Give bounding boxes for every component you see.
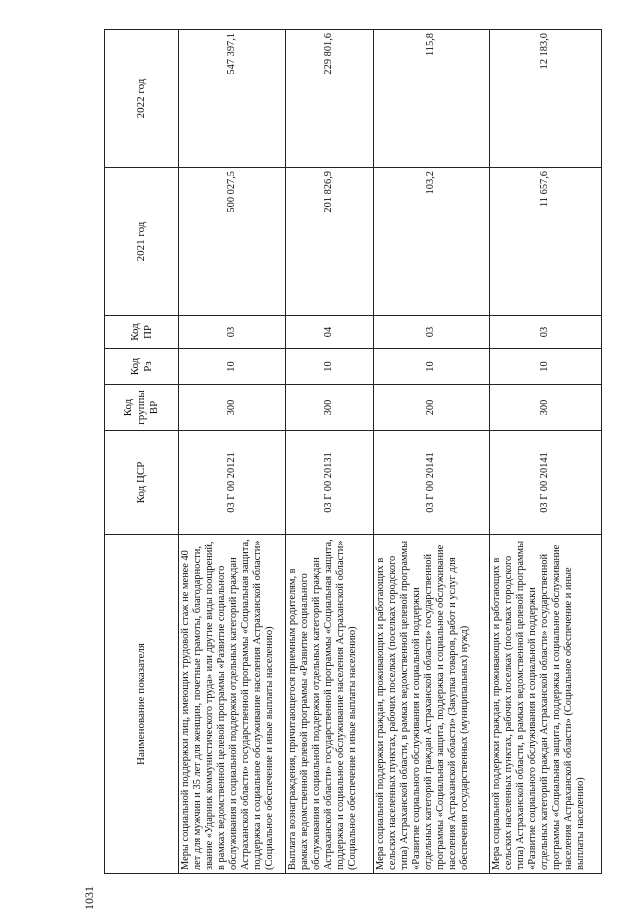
- row-pr: 03: [490, 316, 602, 349]
- header-rz: Код Рз: [105, 349, 179, 385]
- row-vr: 300: [179, 385, 286, 431]
- budget-table: [104, 29, 602, 874]
- table-row: [490, 30, 602, 874]
- row-name: Мера социальной поддержки граждан, проживающих и работающих в сельских населенных пунктах, рабочих поселках (поселках городского типа) Астраханской области, в рамках ведомственной целевой программы «Развитие социального обслуживания и социальной поддержки отдельных категорий граждан Астраханской области» государственной программы «Социальная защита, поддержка и социальное обслуживание населения Астраханской области» (Социальное обеспечение и иные выплаты населению): [490, 535, 602, 874]
- row-pr: 04: [286, 316, 374, 349]
- header-2022: 2022 год: [105, 30, 179, 168]
- row-2022: 12 183,0: [490, 30, 602, 168]
- header-name: Наименование показателя: [105, 535, 179, 874]
- row-csr: 03 Г 00 20141: [374, 431, 490, 535]
- row-name: Меры социальной поддержки лиц, имеющих трудовой стаж не менее 40 лет для мужчин и 35 лет для женщин, почетные грамоты, благодарности, звание «Ударник коммунистического труда» или другие виды поощрений, в рамках ведомственной целевой программы «Развитие социального обслуживания и социальной поддержки отдельных категорий граждан Астраханской области» государственной программы «Социальная защита, поддержка и социальное обслуживание населения Астраханской области» (Социальное обеспечение и иные выплаты населению): [179, 535, 286, 874]
- row-vr: 300: [286, 385, 374, 431]
- row-vr: 300: [490, 385, 602, 431]
- header-vr: Код группы ВР: [105, 385, 179, 431]
- page-number: 1031: [82, 886, 96, 910]
- row-csr: 03 Г 00 20131: [286, 431, 374, 535]
- row-pr: 03: [179, 316, 286, 349]
- row-vr: 200: [374, 385, 490, 431]
- row-2022: 229 801,6: [286, 30, 374, 168]
- table-row: [374, 30, 490, 874]
- table-header-row: [105, 30, 179, 874]
- row-pr: 03: [374, 316, 490, 349]
- row-name: Мера социальной поддержки граждан, проживающих и работающих в сельских населенных пунктах, рабочих поселках (поселках городского типа) Астраханской области, в рамках ведомственной целевой программы «Развитие социального обслуживания и социальной поддержки отдельных категорий граждан Астраханской области» государственной программы «Социальная защита, поддержка и социальное обслуживание населения Астраханской области» (Закупка товаров, работ и услуг для обеспечения государственных (муниципальных) нужд): [374, 535, 490, 874]
- row-2022: 115,8: [374, 30, 490, 168]
- row-name: Выплата вознаграждения, причитающегося приемным родителям, в рамках ведомственной целевой программы «Развитие социального обслуживания и социальной поддержки отдельных категорий граждан Астраханской области» государственной программы «Социальная защита, поддержка и социальное обслуживание населения Астраханской области» (Социальное обеспечение и иные выплаты населению): [286, 535, 374, 874]
- row-2022: 547 397,1: [179, 30, 286, 168]
- row-2021: 103,2: [374, 168, 490, 316]
- row-rz: 10: [374, 349, 490, 385]
- row-rz: 10: [179, 349, 286, 385]
- row-csr: 03 Г 00 20121: [179, 431, 286, 535]
- rotated-table-container: [104, 30, 587, 874]
- header-pr: Код ПР: [105, 316, 179, 349]
- header-2021: 2021 год: [105, 168, 179, 316]
- table-row: [179, 30, 286, 874]
- row-2021: 201 826,9: [286, 168, 374, 316]
- row-csr: 03 Г 00 20141: [490, 431, 602, 535]
- row-rz: 10: [286, 349, 374, 385]
- row-rz: 10: [490, 349, 602, 385]
- row-2021: 11 657,6: [490, 168, 602, 316]
- page-number-wrap: [36, 470, 96, 910]
- row-2021: 500 027,5: [179, 168, 286, 316]
- header-csr: Код ЦСР: [105, 431, 179, 535]
- table-row: [286, 30, 374, 874]
